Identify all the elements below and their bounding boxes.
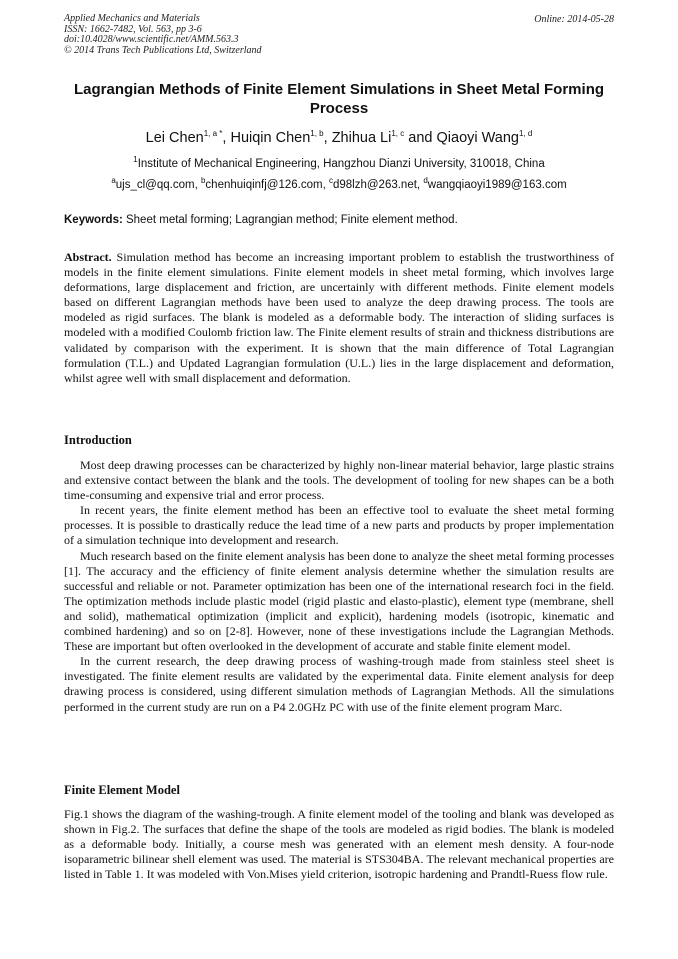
paragraph: In recent years, the finite element method has been an effective tool to evaluate the sheet metal forming processes. It is possible to drastically reduce the lead time of a new parts and products by proper implementation of a simulation technique into development and research.: [64, 503, 614, 548]
paragraph: Most deep drawing processes can be characterized by highly non-linear material behavior, large plastic strains and extensive contact between the blank and the tools. The development of tooling for new shapes can be a both time-consuming and expensive trial and error process.: [64, 458, 614, 503]
author-list: [64, 128, 614, 148]
author: Huiqin Chen$^{1, b}$,: [230, 129, 332, 146]
section-heading-finite-element-model: Finite Element Model: [64, 783, 180, 797]
author: Qiaoyi Wang$^{1, d}$: [436, 129, 533, 146]
author: Lei Chen$^{1, a *}$,: [145, 129, 231, 146]
fem-body: [64, 807, 614, 882]
author-emails: $^a$ujs_cl@qq.com, $^b$chenhuiqinfj@126.com, $^c$d98lzh@263.net, $^d$wangqiaoyi1989@163.com: [111, 176, 567, 191]
email-link[interactable]: ujs_cl@qq.com: [115, 179, 195, 191]
abstract-label: Abstract.: [64, 250, 112, 264]
abstract-text: Simulation method has become an increasing important problem to establish the trustworthiness of models in the finite element simulations. Finite element models in sheet metal forming, which involves large deformations, large displacement and friction, are uncertainly with different methods. Finite element models based on different Lagrangian methods have been used to analyze the deep drawing process. The tools are modeled as rigid surfaces. The blank is modeled as a deformable body. The interaction of sliding surfaces is modeled with a modified Coulomb friction law. The Finite element results of strain and thickness distributions are validated by comparison with the experiment. It is shown that the main difference of Total Lagrangian formulation (T.L.) and Updated Lagrangian formulation (U.L.) lies in the large displacement and deformation, whilst agree well with small displacement and deformation.: [64, 250, 614, 385]
section-heading-introduction: Introduction: [64, 433, 132, 447]
copyright-line: © 2014 Trans Tech Publications Ltd, Switzerland: [64, 44, 262, 56]
doi-line[interactable]: doi:10.4028/www.scientific.net/AMM.563.3: [64, 34, 239, 45]
keywords-text: Sheet metal forming; Lagrangian method; Finite element method.: [122, 214, 458, 226]
affiliation: $^1$Institute of Mechanical Engineering, Hangzhou Dianzi University, 310018, China: [133, 155, 545, 170]
email-link[interactable]: chenhuiqinfj@126.com: [205, 179, 323, 191]
introduction-body: [64, 458, 614, 715]
issn-line: ISSN: 1662-7482, Vol. 563, pp 3-6: [64, 23, 202, 35]
online-date: Online: 2014-05-28: [534, 14, 614, 25]
paragraph: Much research based on the finite element analysis has been done to analyze the sheet metal forming processes [1]. The accuracy and the efficiency of finite element analysis determine whether the simulation results are successful and reliable or not. Parameter optimization has been one of the international research foci in the field. The optimization methods include plastic model (rigid plastic and elasto-plastic), element type (membrane, shell and solid), mathematical optimization (implicit and explicit), hardening models (isotropic, kinematic and combined hardening) and so on [2-8]. However, none of these investigations include the Lagrangian Methods. These are important but often overlooked in the development of accurate and stable finite element model.: [64, 548, 614, 654]
paper-title: Lagrangian Methods of Finite Element Simulations in Sheet Metal Forming Process: [73, 81, 605, 117]
author: Zhihua Li$^{1, c}$ and: [331, 129, 437, 146]
paragraph: Fig.1 shows the diagram of the washing-trough. A finite element model of the tooling and blank was developed as shown in Fig.2. The surfaces that define the shape of the tools are modeled as rigid bodies. The blank is modeled as a deformable body. Initially, a course mesh was generated with an element mesh density. A four-node isoparametric bilinear shell element was used. The material is STS304BA. The relevant mechanical properties are listed in Table 1. It was modeled with Von.Mises yield criterion, isotropic hardening and Prandtl-Ruess flow rule.: [64, 807, 614, 882]
keywords: [64, 213, 624, 228]
journal-meta: [64, 14, 262, 56]
paragraph: In the current research, the deep drawing process of washing-trough made from stainless steel sheet is investigated. The finite element results are validated by the experimental data. Finite element analysis for deep drawing process is considered, using different simulation methods of Lagrangian Methods. All the simulations performed in the current study are run on a P4 2.0GHz PC with use of the finite element program Marc.: [64, 654, 614, 714]
email-link[interactable]: d98lzh@263.net: [332, 179, 417, 191]
journal-name: Applied Mechanics and Materials: [64, 13, 200, 24]
keywords-label: Keywords:: [64, 214, 123, 226]
abstract: [64, 250, 614, 386]
email-link[interactable]: wangqiaoyi1989@163.com: [427, 179, 567, 191]
